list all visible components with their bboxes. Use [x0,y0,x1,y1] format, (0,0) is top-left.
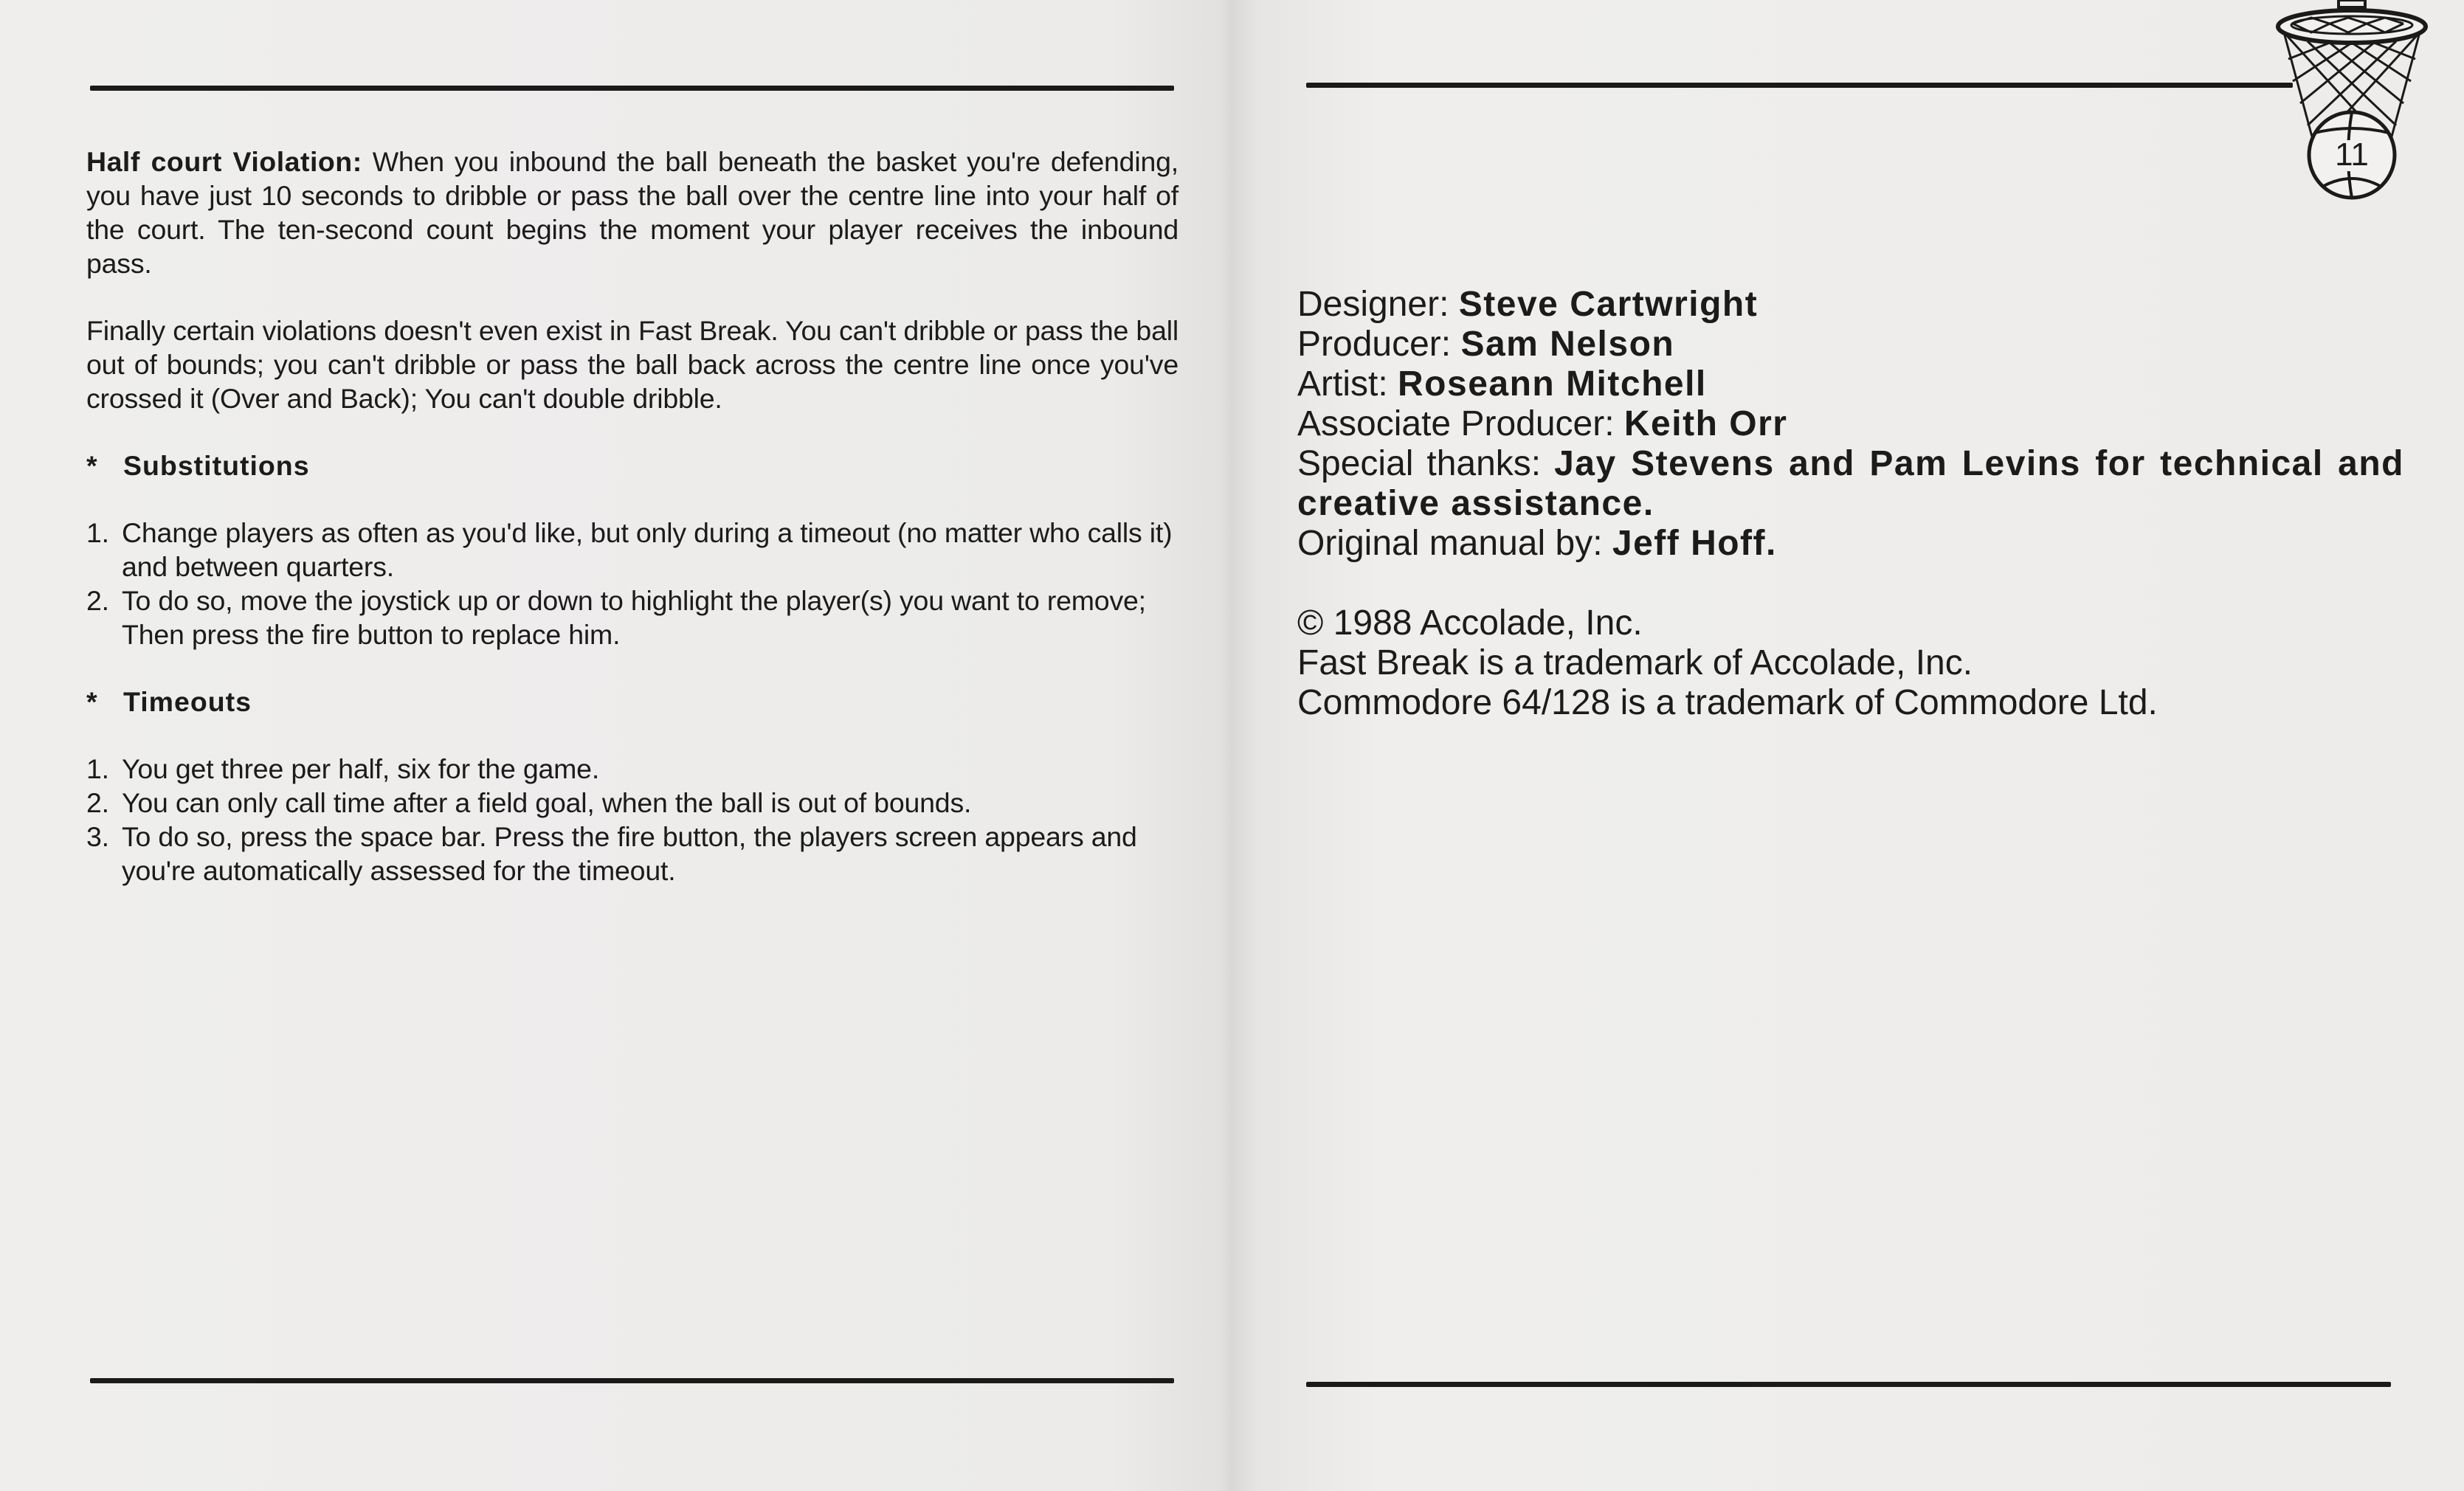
list-item [86,786,1178,820]
half-court-body: When you inbound the ball beneath the basket you're defending, you have just 10 seconds to dribble or pass the ball over the centre line into your half of the court. The ten-second count begins the moment your player receives the inbound pass. [86,146,1179,279]
credit-label: Special thanks: [1297,444,1542,483]
bullet-star: * [86,686,98,717]
top-rule-right [1306,83,2293,88]
credit-producer [1297,325,2404,364]
list-item [86,516,1178,584]
credit-associate-producer [1297,404,2404,444]
half-court-paragraph [86,145,1178,280]
credit-special-thanks [1297,444,2404,524]
list-number: 1. [86,517,109,548]
substitutions-list [86,516,1178,651]
list-item [86,820,1178,888]
list-text: You get three per half, six for the game. [122,753,600,784]
timeouts-heading-text: Timeouts [123,686,252,717]
credit-artist [1297,364,2404,404]
bottom-rule-right [1306,1382,2391,1387]
credit-value: Keith Orr [1623,404,1788,443]
credit-designer [1297,285,2404,325]
left-page-text [86,145,1178,921]
bullet-star: * [86,450,98,481]
credit-value: Jay Stevens and Pam Levins for technical and creative assistance. [1297,444,2404,523]
trademark-line-2: Commodore 64/128 is a trademark of Commodore Ltd. [1297,683,2158,722]
list-item [86,584,1178,651]
list-number: 2. [86,585,109,616]
list-text: To do so, press the space bar. Press the fire button, the players screen appears and you're automatically assessed for the timeout. [122,821,1137,886]
timeouts-list [86,752,1178,888]
credit-original-manual [1297,524,2404,564]
timeouts-heading [86,685,1178,719]
hoop-graphic [2271,0,2433,214]
credit-label: Designer: [1297,285,1449,324]
credit-value: Sam Nelson [1460,325,1675,364]
violations-paragraph: Finally certain violations doesn't even exist in Fast Break. You can't dribble or pass the ball out of bounds; you can't dribble or pass the ball back across the centre line once you've crossed it (Over and Back); You can't double dribble. [86,315,1178,414]
credit-value: Steve Cartwright [1458,285,1759,324]
list-number: 1. [86,753,109,784]
list-number: 2. [86,787,109,818]
basketball-hoop-icon [2271,0,2433,214]
page-number: 11 [2335,136,2369,173]
top-rule-left [90,86,1174,91]
list-number: 3. [86,821,109,852]
credit-value: Roseann Mitchell [1398,364,1707,404]
credit-value: Jeff Hoff. [1612,524,1777,563]
credit-label: Artist: [1297,364,1388,404]
substitutions-heading-text: Substitutions [123,450,310,481]
list-item [86,752,1178,786]
credit-label: Producer: [1297,325,1452,364]
trademark-line-1: Fast Break is a trademark of Accolade, Inc. [1297,643,1973,682]
spacer [1297,564,2404,603]
credit-label: Associate Producer: [1297,404,1615,443]
list-text: You can only call time after a field goal, when the ball is out of bounds. [122,787,972,818]
list-text: To do so, move the joystick up or down to highlight the player(s) you want to remove; Then press the fire button to replace him. [122,585,1146,650]
half-court-title: Half court Violation: [86,146,362,177]
right-page-text [1297,285,2404,723]
credit-label: Original manual by: [1297,524,1603,563]
bottom-rule-left [90,1378,1174,1383]
right-page [1234,0,2464,1491]
list-text: Change players as often as you'd like, but only during a timeout (no matter who calls it) and between quarters. [122,517,1173,582]
substitutions-heading [86,449,1178,482]
copyright-line: © 1988 Accolade, Inc. [1297,603,1643,643]
